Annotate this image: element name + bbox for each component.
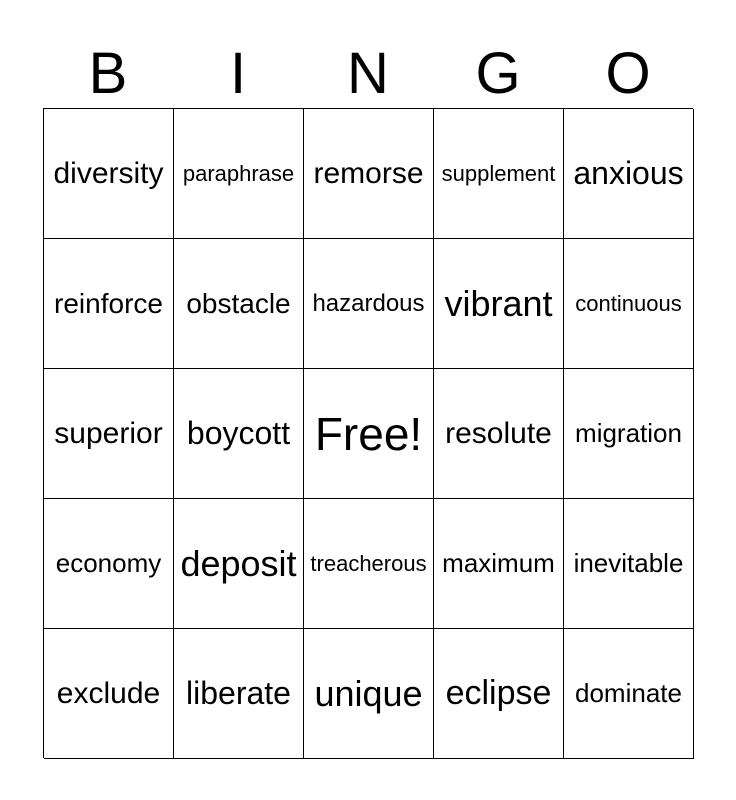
bingo-cell-r1-c1[interactable]: diversity (44, 109, 174, 239)
bingo-cell-r3-c2[interactable]: boycott (174, 369, 304, 499)
bingo-cell-r3-c1[interactable]: superior (44, 369, 174, 499)
bingo-cell-r2-c3[interactable]: hazardous (304, 239, 434, 369)
header-letter-n: N (347, 41, 389, 106)
header-letter-i: I (229, 41, 247, 106)
bingo-board (43, 108, 693, 758)
bingo-cell-r1-c4[interactable]: supplement (434, 109, 564, 239)
bingo-cell-r2-c1[interactable]: reinforce (44, 239, 174, 369)
bingo-cell-r5-c3[interactable]: unique (304, 629, 434, 759)
bingo-cell-r3-c5[interactable]: migration (564, 369, 694, 499)
bingo-cell-r1-c3[interactable]: remorse (304, 109, 434, 239)
bingo-cell-r2-c4[interactable]: vibrant (434, 239, 564, 369)
bingo-cell-r3-c4[interactable]: resolute (434, 369, 564, 499)
bingo-header (43, 41, 693, 106)
bingo-cell-r5-c1[interactable]: exclude (44, 629, 174, 759)
bingo-cell-r2-c5[interactable]: continuous (564, 239, 694, 369)
bingo-cell-r2-c2[interactable]: obstacle (174, 239, 304, 369)
bingo-cell-r4-c4[interactable]: maximum (434, 499, 564, 629)
bingo-cell-r1-c5[interactable]: anxious (564, 109, 694, 239)
bingo-cell-r5-c4[interactable]: eclipse (434, 629, 564, 759)
bingo-cell-r4-c5[interactable]: inevitable (564, 499, 694, 629)
bingo-cell-r1-c2[interactable]: paraphrase (174, 109, 304, 239)
header-letter-b: B (88, 41, 128, 106)
bingo-cell-r5-c5[interactable]: dominate (564, 629, 694, 759)
header-letter-g: G (475, 41, 521, 106)
header-letter-o: O (605, 41, 651, 106)
bingo-cell-r4-c2[interactable]: deposit (174, 499, 304, 629)
bingo-cell-r5-c2[interactable]: liberate (174, 629, 304, 759)
bingo-cell-r4-c3[interactable]: treacherous (304, 499, 434, 629)
free-space-cell[interactable]: Free! (304, 369, 434, 499)
bingo-cell-r4-c1[interactable]: economy (44, 499, 174, 629)
